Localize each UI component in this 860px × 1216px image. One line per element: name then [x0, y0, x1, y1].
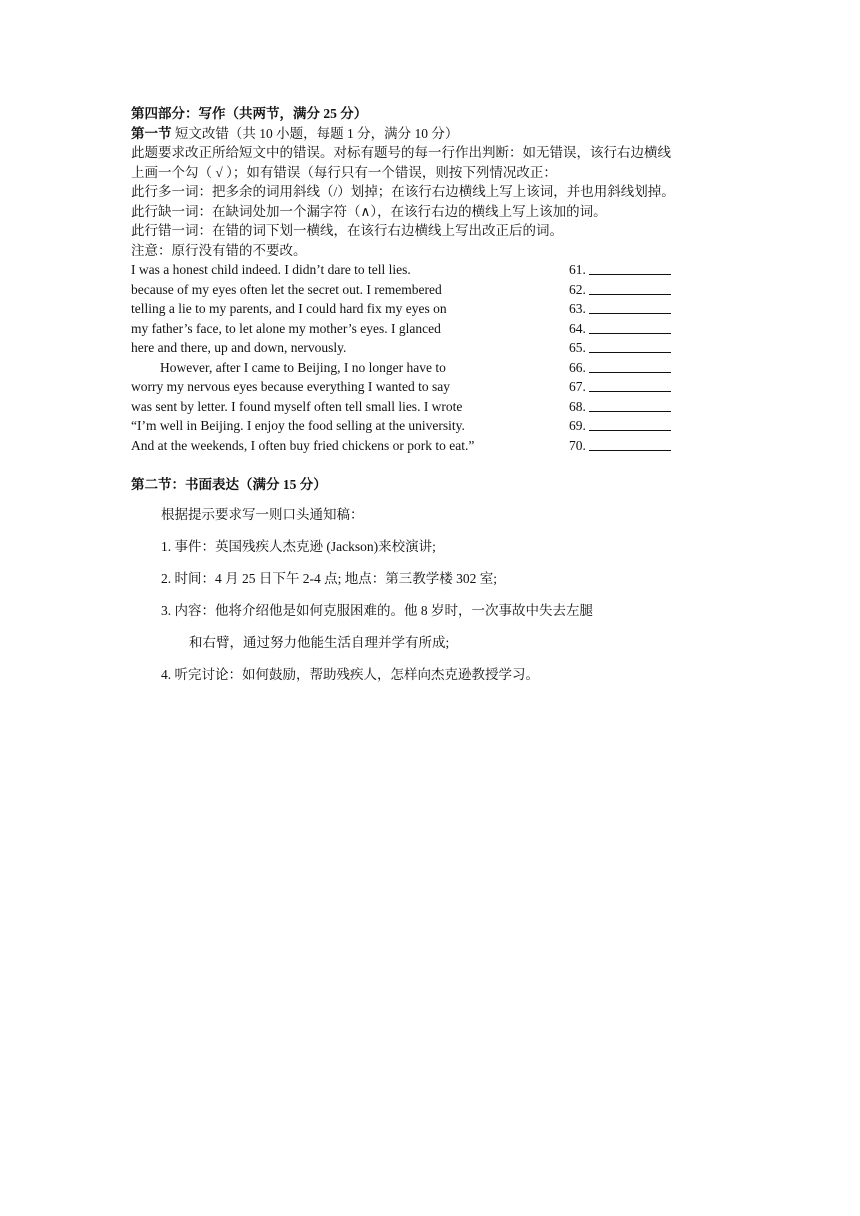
- passage-text: I was a honest child indeed. I didn’t dare to tell lies.: [131, 262, 411, 277]
- passage-text: here and there, up and down, nervously.: [131, 340, 347, 355]
- question-number: 68.: [569, 398, 586, 414]
- answer-blank[interactable]: [589, 338, 671, 353]
- instruction-line: 此行多一词：把多余的词用斜线（/）划掉；在该行右边横线上写上该词，并也用斜线划掉。: [131, 184, 675, 199]
- answer-blank[interactable]: [589, 280, 671, 295]
- answer-blank[interactable]: [589, 319, 671, 334]
- passage-line: [131, 338, 741, 358]
- question-number: 67.: [569, 379, 586, 394]
- instruction-line: 注意：原行没有错的不要改。: [131, 242, 307, 258]
- passage-line: [131, 377, 741, 397]
- question-number: 62.: [569, 281, 586, 297]
- passage-text: telling a lie to my parents, and I could hard fix my eyes on: [131, 301, 447, 316]
- answer-blank[interactable]: [589, 260, 671, 275]
- passage-text: However, after I came to Beijing, I no longer have to: [160, 359, 446, 375]
- question-number: 69.: [569, 418, 586, 433]
- section1-heading: [131, 124, 741, 144]
- passage-line: [131, 416, 741, 436]
- section2-heading: 第二节：书面表达（满分 15 分）: [131, 477, 327, 492]
- passage-line: [131, 319, 741, 339]
- passage-line: [131, 358, 741, 378]
- instruction-line: 上画一个勾（ √ ）；如有错误（每行只有一个错误，则按下列情况改正：: [131, 164, 557, 180]
- part-title: 第四部分：写作（共两节，满分 25 分）: [131, 106, 368, 121]
- prompt-item: 3. 内容：他将介绍他是如何克服困难的。他 8 岁时，一次事故中失去左腿: [161, 602, 593, 618]
- prompt-item-continued: 和右臂，通过努力他能生活自理并学有所成;: [189, 634, 450, 650]
- section2-intro: 根据提示要求写一则口头通知稿：: [161, 506, 364, 522]
- passage-line: [131, 397, 741, 417]
- question-number: 66.: [569, 359, 586, 375]
- answer-blank[interactable]: [589, 377, 671, 392]
- answer-blank[interactable]: [589, 299, 671, 314]
- answer-blank[interactable]: [589, 436, 671, 451]
- answer-blank[interactable]: [589, 397, 671, 412]
- instruction-line: 此题要求改正所给短文中的错误。对标有题号的每一行作出判断：如无错误，该行右边横线: [131, 145, 671, 160]
- answer-blank[interactable]: [589, 416, 671, 431]
- question-number: 63.: [569, 301, 586, 316]
- passage-text: was sent by letter. I found myself often tell small lies. I wrote: [131, 398, 463, 414]
- question-number: 65.: [569, 340, 586, 355]
- answer-blank[interactable]: [589, 358, 671, 373]
- prompt-item: 2. 时间：4 月 25 日下午 2-4 点; 地点：第三教学楼 302 室;: [161, 570, 497, 586]
- prompt-item: 4. 听完讨论：如何鼓励，帮助残疾人，怎样向杰克逊教授学习。: [161, 666, 539, 682]
- passage-line: [131, 260, 741, 280]
- question-number: 64.: [569, 320, 586, 336]
- passage-line: [131, 280, 741, 300]
- passage-line: [131, 299, 741, 319]
- instruction-line: 此行缺一词：在缺词处加一个漏字符（∧），在该行右边的横线上写上该加的词。: [131, 203, 607, 219]
- passage-line: [131, 436, 741, 456]
- question-number: 70.: [569, 437, 586, 453]
- question-number: 61.: [569, 262, 586, 277]
- passage-text: because of my eyes often let the secret out. I remembered: [131, 281, 442, 297]
- prompt-item: 1. 事件：英国残疾人杰克逊 (Jackson)来校演讲;: [161, 538, 436, 554]
- passage-text: my father’s face, to let alone my mother’s eyes. I glanced: [131, 320, 441, 336]
- passage-text: “I’m well in Beijing. I enjoy the food selling at the university.: [131, 418, 465, 433]
- passage-text: And at the weekends, I often buy fried chickens or pork to eat.”: [131, 437, 475, 453]
- section1-label: 第一节: [131, 125, 172, 141]
- instruction-line: 此行错一词：在错的词下划一横线，在该行右边横线上写出改正后的词。: [131, 223, 563, 238]
- passage-text: worry my nervous eyes because everything I wanted to say: [131, 379, 451, 394]
- passage: [131, 260, 741, 455]
- section1-subtitle: 短文改错（共 10 小题，每题 1 分，满分 10 分）: [174, 125, 459, 141]
- document-page: [131, 104, 741, 691]
